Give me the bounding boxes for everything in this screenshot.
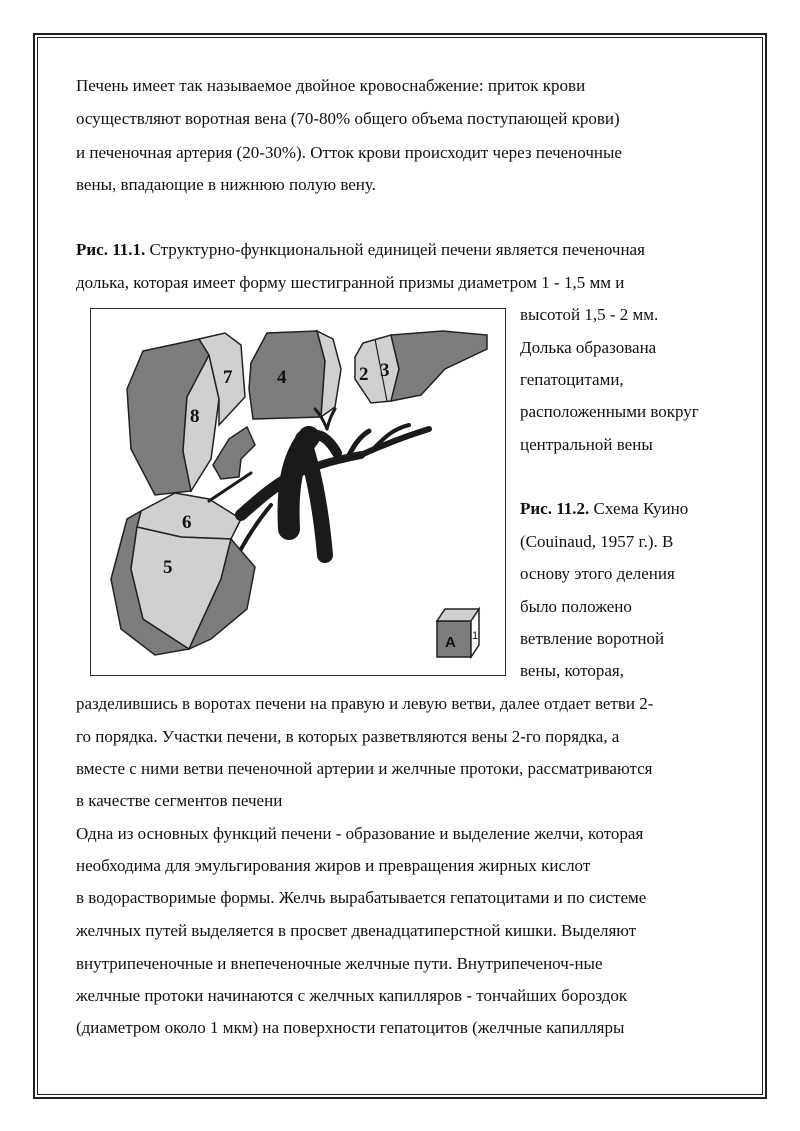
side-text-line: центральной вены — [520, 435, 653, 454]
segment-3-dark-shape — [391, 331, 487, 401]
side-text-line: основу этого деления — [520, 564, 675, 583]
segment-label: 3 — [380, 360, 390, 381]
fig-11-2-text: Схема Куино — [589, 499, 689, 518]
fig-11-1-label: Рис. 11.1. — [76, 240, 146, 259]
paragraph-3-line: внутрипеченочные и внепеченочные желчные пути. Внутрипеченоч-ные — [76, 954, 603, 973]
caudate-lobe-shape — [213, 427, 255, 479]
paragraph-3-line: необходима для эмульгирования жиров и превращения жирных кислот — [76, 856, 591, 875]
fig-11-2-continuation-line: го порядка. Участки печени, в которых разветвляются вены 2-го порядка, а — [76, 727, 620, 746]
paragraph-3-line: желчных путей выделяется в просвет двенадцатиперстной кишки. Выделяют — [76, 921, 637, 940]
orientation-cube — [437, 609, 479, 657]
fig-11-1-caption-line: долька, которая имеет форму шестигранной призмы диаметром 1 - 1,5 мм и — [76, 273, 625, 292]
segment-label: 6 — [182, 512, 192, 533]
paragraph-3-line: желчные протоки начинаются с желчных капилляров - тончайших бороздок — [76, 986, 628, 1005]
fig-11-1-text: Структурно-функциональной единицей печени является печеночная — [145, 240, 645, 259]
paragraph-1-line: осуществляют воротная вена (70-80% общего объема поступающей крови) — [76, 109, 620, 128]
fig-11-2-continuation-line: разделившись в воротах печени на правую и левую ветви, далее отдает ветви 2- — [76, 694, 654, 713]
fig-11-2-continuation-line: вместе с ними ветви печеночной артерии и желчные протоки, рассматриваются — [76, 759, 653, 778]
segment-label: 4 — [277, 367, 287, 388]
side-text-line: (Couinaud, 1957 г.). В — [520, 532, 674, 551]
side-text-line: гепатоцитами, — [520, 370, 624, 389]
cube-side-label: 1 — [472, 630, 479, 642]
fig-11-2-continuation-line: в качестве сегментов печени — [76, 791, 283, 810]
side-text-line: высотой 1,5 - 2 мм. — [520, 305, 659, 324]
segment-label: 5 — [163, 557, 173, 578]
segment-4-shape — [249, 331, 325, 419]
side-text-line: Долька образована — [520, 338, 657, 357]
paragraph-3-line: в водорастворимые формы. Желчь вырабатывается гепатоцитами и по системе — [76, 888, 647, 907]
paragraph-3-line: Одна из основных функций печени - образование и выделение желчи, которая — [76, 824, 644, 843]
fig-11-2-label: Рис. 11.2. — [520, 499, 590, 518]
paragraph-3-line: (диаметром около 1 мкм) на поверхности гепатоцитов (желчные капилляры — [76, 1018, 625, 1037]
paragraph-1-line: и печеночная артерия (20-30%). Отток крови происходит через печеночные — [76, 143, 622, 162]
paragraph-1-line: Печень имеет так называемое двойное кровоснабжение: приток крови — [76, 76, 586, 95]
paragraph-1-line: вены, впадающие в нижнюю полую вену. — [76, 175, 376, 194]
side-text-line: вены, которая, — [520, 661, 624, 680]
cube-front-label: A — [445, 634, 456, 651]
fig-11-2-caption-line — [520, 499, 688, 519]
side-text-line: было положено — [520, 597, 632, 616]
side-text-line: расположенными вокруг — [520, 402, 699, 421]
segment-label: 2 — [359, 364, 369, 385]
couinaud-liver-diagram — [90, 308, 506, 676]
segment-label: 7 — [223, 367, 233, 388]
segment-label: 8 — [190, 406, 200, 427]
side-text-line: ветвление воротной — [520, 629, 665, 648]
fig-11-1-caption-line — [76, 240, 645, 260]
liver-segments-svg — [91, 309, 507, 677]
